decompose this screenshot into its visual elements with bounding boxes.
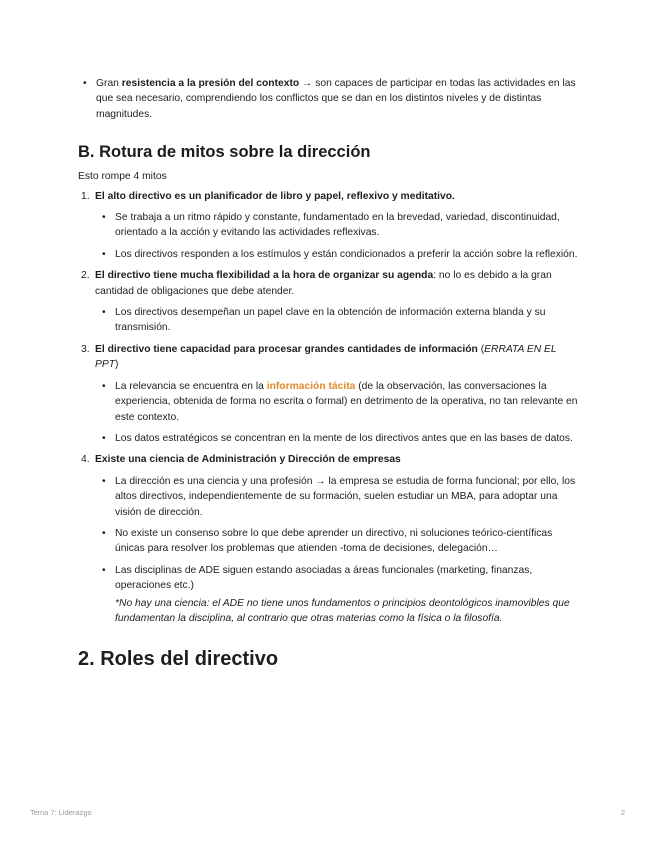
- list-item: • La dirección es una ciencia y una profesión → la empresa se estudia de forma funcional; por ello, los altos directivos, independientemente de su formación, suelen estudiar un MBA, para adoptar una visión de dirección.: [115, 474, 578, 520]
- list-item: • La relevancia se encuentra en la información tácita (de la observación, las conversaciones la experiencia, obtenida de forma no escrita o formal) en detrimento de la operativa, no tan relevante en este contexto.: [115, 379, 578, 425]
- myth-item-3: 3. El directivo tiene capacidad para procesar grandes cantidades de información (ERRATA EN EL PPT) • La relevancia se encuentra en la información tácita (de la observación, las conversaciones la experiencia, obtenida de forma no escrita o formal) en detrimento de la operativa, no tan relevante en este contexto. • Los datos estratégicos se concentran en la mente de los directivos antes que en las bases de datos.: [95, 342, 578, 446]
- page-number: 2: [620, 808, 625, 817]
- section-b-heading: B. Rotura de mitos sobre la dirección: [78, 143, 371, 162]
- list-item: • Los datos estratégicos se concentran en la mente de los directivos antes que en las bases de datos.: [115, 431, 578, 446]
- section-b-intro: Esto rompe 4 mitos: [78, 171, 167, 183]
- list-item: • Los directivos desempeñan un papel clave en la obtención de información externa blanda y su transmisión.: [115, 305, 578, 336]
- highlighted-term: información tácita: [266, 380, 356, 392]
- intro-list: [78, 76, 578, 122]
- myth-item-1: 1. El alto directivo es un planificador de libro y papel, reflexivo y meditativo. • Se trabaja a un ritmo rápido y constante, fundamentado en la brevedad, variedad, discontinuidad, orientado a la acción y evitando las actividades reflexivas. • Los directivos responden a los estímulos y están condicionados a preferir la acción sobre la reflexión.: [95, 189, 578, 263]
- note-text: *No hay una ciencia: el ADE no tiene unos fundamentos o principios deontológicos inamovibles que fundamentan la disciplina, al contrario que otras materias como la física o la filosofía.: [115, 597, 570, 624]
- list-item: • Gran resistencia a la presión del contexto → son capaces de participar en todas las actividades en las que sea necesario, comprendiendo los conflictos que se dan en los distintos niveles y de distintas magnitudes.: [96, 76, 578, 122]
- list-item: • No existe un consenso sobre lo que debe aprender un directivo, ni soluciones teórico-científicas únicas para resolver los problemas que atienden -toma de decisiones, delegación…: [115, 526, 578, 557]
- section-2-heading: 2. Roles del directivo: [78, 648, 279, 671]
- list-item: • Los directivos responden a los estímulos y están condicionados a preferir la acción sobre la reflexión.: [115, 247, 578, 262]
- list-item: • Las disciplinas de ADE siguen estando asociadas a áreas funcionales (marketing, finanzas, operaciones etc.) *No hay una ciencia: el ADE no tiene unos fundamentos o principios deontológicos inamovibles que fundamentan la disciplina, al contrario que otras materias como la física o la filosofía.: [115, 563, 578, 627]
- myths-list: [78, 189, 578, 627]
- page-content: [78, 76, 578, 672]
- list-item: • Se trabaja a un ritmo rápido y constante, fundamentado en la brevedad, variedad, discontinuidad, orientado a la acción y evitando las actividades reflexivas.: [115, 210, 578, 241]
- myth-item-2: 2. El directivo tiene mucha flexibilidad a la hora de organizar su agenda: no lo es debido a la gran cantidad de obligaciones que debe atender. • Los directivos desempeñan un papel clave en la obtención de información externa blanda y su transmisión.: [95, 268, 578, 336]
- myth-item-4: 4. Existe una ciencia de Administración y Dirección de empresas • La dirección es una ciencia y una profesión → la empresa se estudia de forma funcional; por ello, los altos directivos, independientemente de su formación, suelen estudiar un MBA, para adoptar una visión de dirección. • No existe un consenso sobre lo que debe aprender un directivo, ni soluciones teórico-científicas únicas para resolver los problemas que atienden -toma de decisiones, delegación… • Las disciplinas de ADE siguen estando asociadas a áreas funcionales (marketing, finanzas, operaciones etc.) *No hay una ciencia: el ADE no tiene unos fundamentos o principios deontológicos inamovibles que fundamentan la disciplina, al contrario que otras materias como la física o la filosofía.: [95, 452, 578, 626]
- footer-title: Tema 7: Liderazgo: [30, 808, 92, 817]
